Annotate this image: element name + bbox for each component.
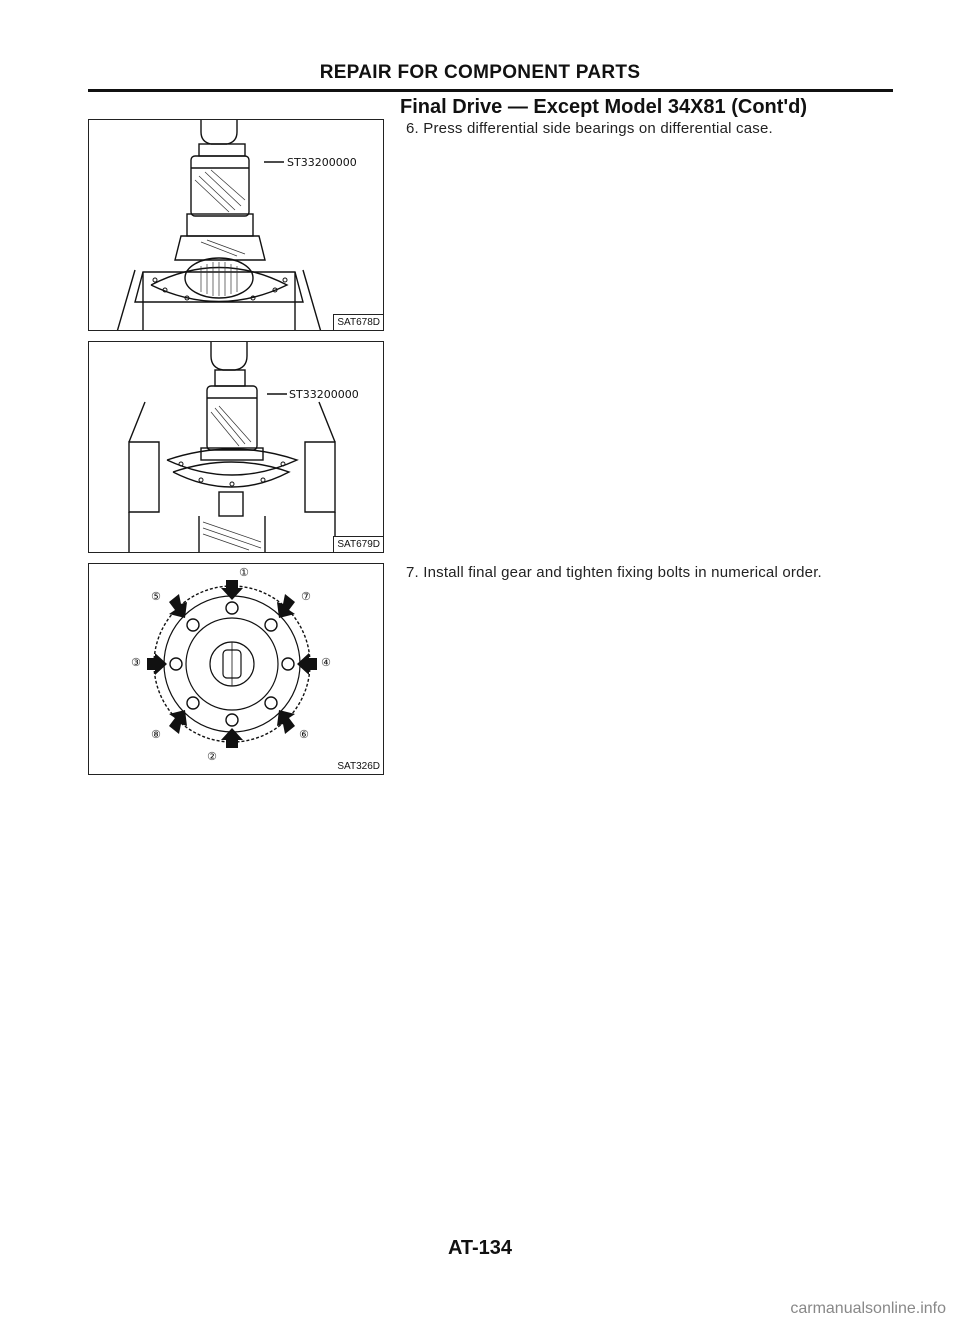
page-number: AT-134	[447, 1237, 513, 1259]
step-7-text: 7. Install final gear and tighten fixing bolts in numerical order.	[406, 564, 822, 581]
press-bearing-illustration	[89, 120, 384, 331]
arrow-5	[169, 594, 187, 618]
arrow-7	[277, 594, 295, 618]
press-bearing-illustration	[89, 342, 384, 553]
bolt-label-5: ⑤	[151, 590, 161, 603]
bolt	[265, 697, 277, 709]
arrow-8	[169, 710, 187, 734]
header-title: REPAIR FOR COMPONENT PARTS	[319, 62, 641, 83]
figure-sat678d	[88, 119, 384, 331]
bolt-label-7: ⑦	[301, 590, 311, 603]
bolt	[170, 658, 182, 670]
bolt-label-8: ⑧	[151, 728, 161, 741]
bolt	[226, 602, 238, 614]
bolt-label-4: ④	[321, 656, 331, 669]
bolt-label-3: ③	[131, 656, 141, 669]
figure-code: SAT678D	[333, 314, 383, 330]
tool-label: ST33200000	[289, 388, 359, 401]
bolt	[187, 697, 199, 709]
header-rule	[88, 89, 893, 92]
tool-label: ST33200000	[287, 156, 357, 169]
bolt	[226, 714, 238, 726]
bolt-label-1: ①	[239, 566, 249, 579]
figure-sat326d	[88, 563, 384, 775]
bolt	[265, 619, 277, 631]
bolt	[187, 619, 199, 631]
section-title: Final Drive — Except Model 34X81 (Cont'd)	[400, 96, 808, 118]
figure-code: SAT326D	[334, 759, 383, 774]
bolt	[282, 658, 294, 670]
bolt-label-6: ⑥	[299, 728, 309, 741]
figure-code: SAT679D	[333, 536, 383, 552]
bolt-order-illustration	[89, 564, 384, 775]
step-6-text: 6. Press differential side bearings on differential case.	[406, 120, 773, 137]
watermark: carmanualsonline.info	[790, 1300, 946, 1317]
arrow-6	[277, 710, 295, 734]
figure-sat679d	[88, 341, 384, 553]
bolt-label-2: ②	[207, 750, 217, 763]
